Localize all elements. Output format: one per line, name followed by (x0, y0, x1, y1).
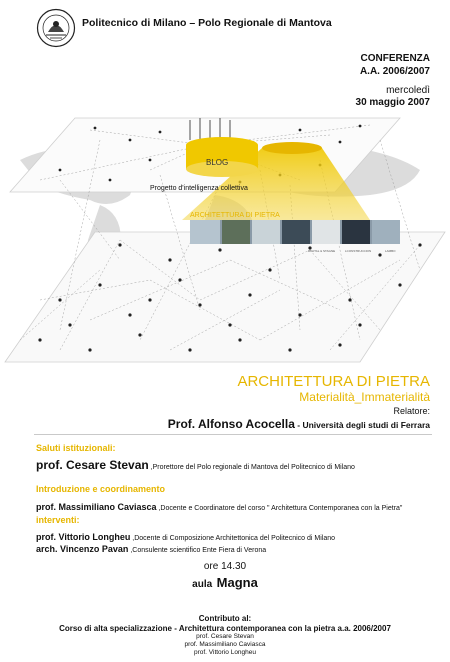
talk-subtitle: Materialità_Immaterialità (299, 390, 430, 404)
saluti-heading: Saluti istituzionali: (36, 443, 116, 453)
introduzione-line (36, 497, 402, 515)
footer-people (0, 633, 450, 657)
intervento-line (36, 539, 266, 557)
university-seal-icon (36, 8, 76, 48)
room-prefix: aula (192, 579, 213, 590)
main-speaker (168, 417, 430, 431)
room-name: Magna (216, 575, 258, 590)
saluti-line (36, 456, 355, 474)
academic-year: A.A. 2006/2007 (359, 66, 430, 77)
collective-intelligence-illustration (0, 100, 450, 368)
saluti-role: ,Prorettore del Polo regionale di Mantova del Politecnico di Milano (148, 464, 355, 471)
footer-heading: Contributo al: (198, 614, 252, 623)
saluti-name: prof. Cesare Stevan (36, 458, 149, 472)
introduzione-role: ,Docente e Coordinatore del corso " Architettura Contemporanea con la Pietra" (156, 505, 403, 512)
event-time: ore 14.30 (203, 561, 247, 572)
intervento-role: ,Consulente scientifico Ente Fiera di Verona (128, 547, 267, 554)
introduzione-heading: Introduzione e coordinamento (36, 484, 166, 494)
strip-caption-2: LCONSTRUCCION (345, 249, 372, 253)
speaker-university: - Università degli studi di Ferrara (294, 420, 430, 430)
intervento-name: prof. Vittorio Longheu (36, 532, 131, 542)
speaker-name: Prof. Alfonso Acocella (167, 417, 295, 431)
intervento-role: ,Docente di Composizione Architettonica del Politecnico di Milano (130, 535, 335, 542)
footer-course: Corso di alta specializzazione - Architettura contemporanea con la pietra a.a. 2006/2007 (59, 624, 391, 633)
footer-person: prof. Massimiliano Caviasca (184, 641, 266, 648)
blog-label: BLOG (206, 158, 229, 167)
strip-caption-3: LAMBO (385, 249, 396, 253)
footer-person: prof. Cesare Stevan (196, 633, 254, 640)
introduzione-name: prof. Massimiliano Caviasca (36, 502, 157, 512)
photo-strip (190, 220, 400, 244)
event-type: CONFERENZA (360, 53, 430, 64)
institution-header: Politecnico di Milano – Polo Regionale di Mantova (82, 17, 332, 29)
footer-person: prof. Vittorio Longheu (193, 649, 257, 656)
project-label: Progetto d'intelligenza collettiva (150, 185, 248, 192)
interventi-heading: interventi: (36, 515, 80, 525)
event-room (0, 574, 450, 592)
talk-title: ARCHITETTURA DI PIETRA (237, 373, 430, 390)
relatore-label: Relatore: (393, 406, 430, 416)
event-weekday: mercoledì (386, 85, 430, 96)
event-date: 30 maggio 2007 (355, 97, 430, 108)
strip-caption-1: DIGITAL & STAGNE (308, 249, 336, 253)
intervento-name: arch. Vincenzo Pavan (36, 544, 129, 554)
divider (34, 434, 432, 435)
pietra-label: ARCHITETTURA DI PIETRA (190, 212, 280, 219)
